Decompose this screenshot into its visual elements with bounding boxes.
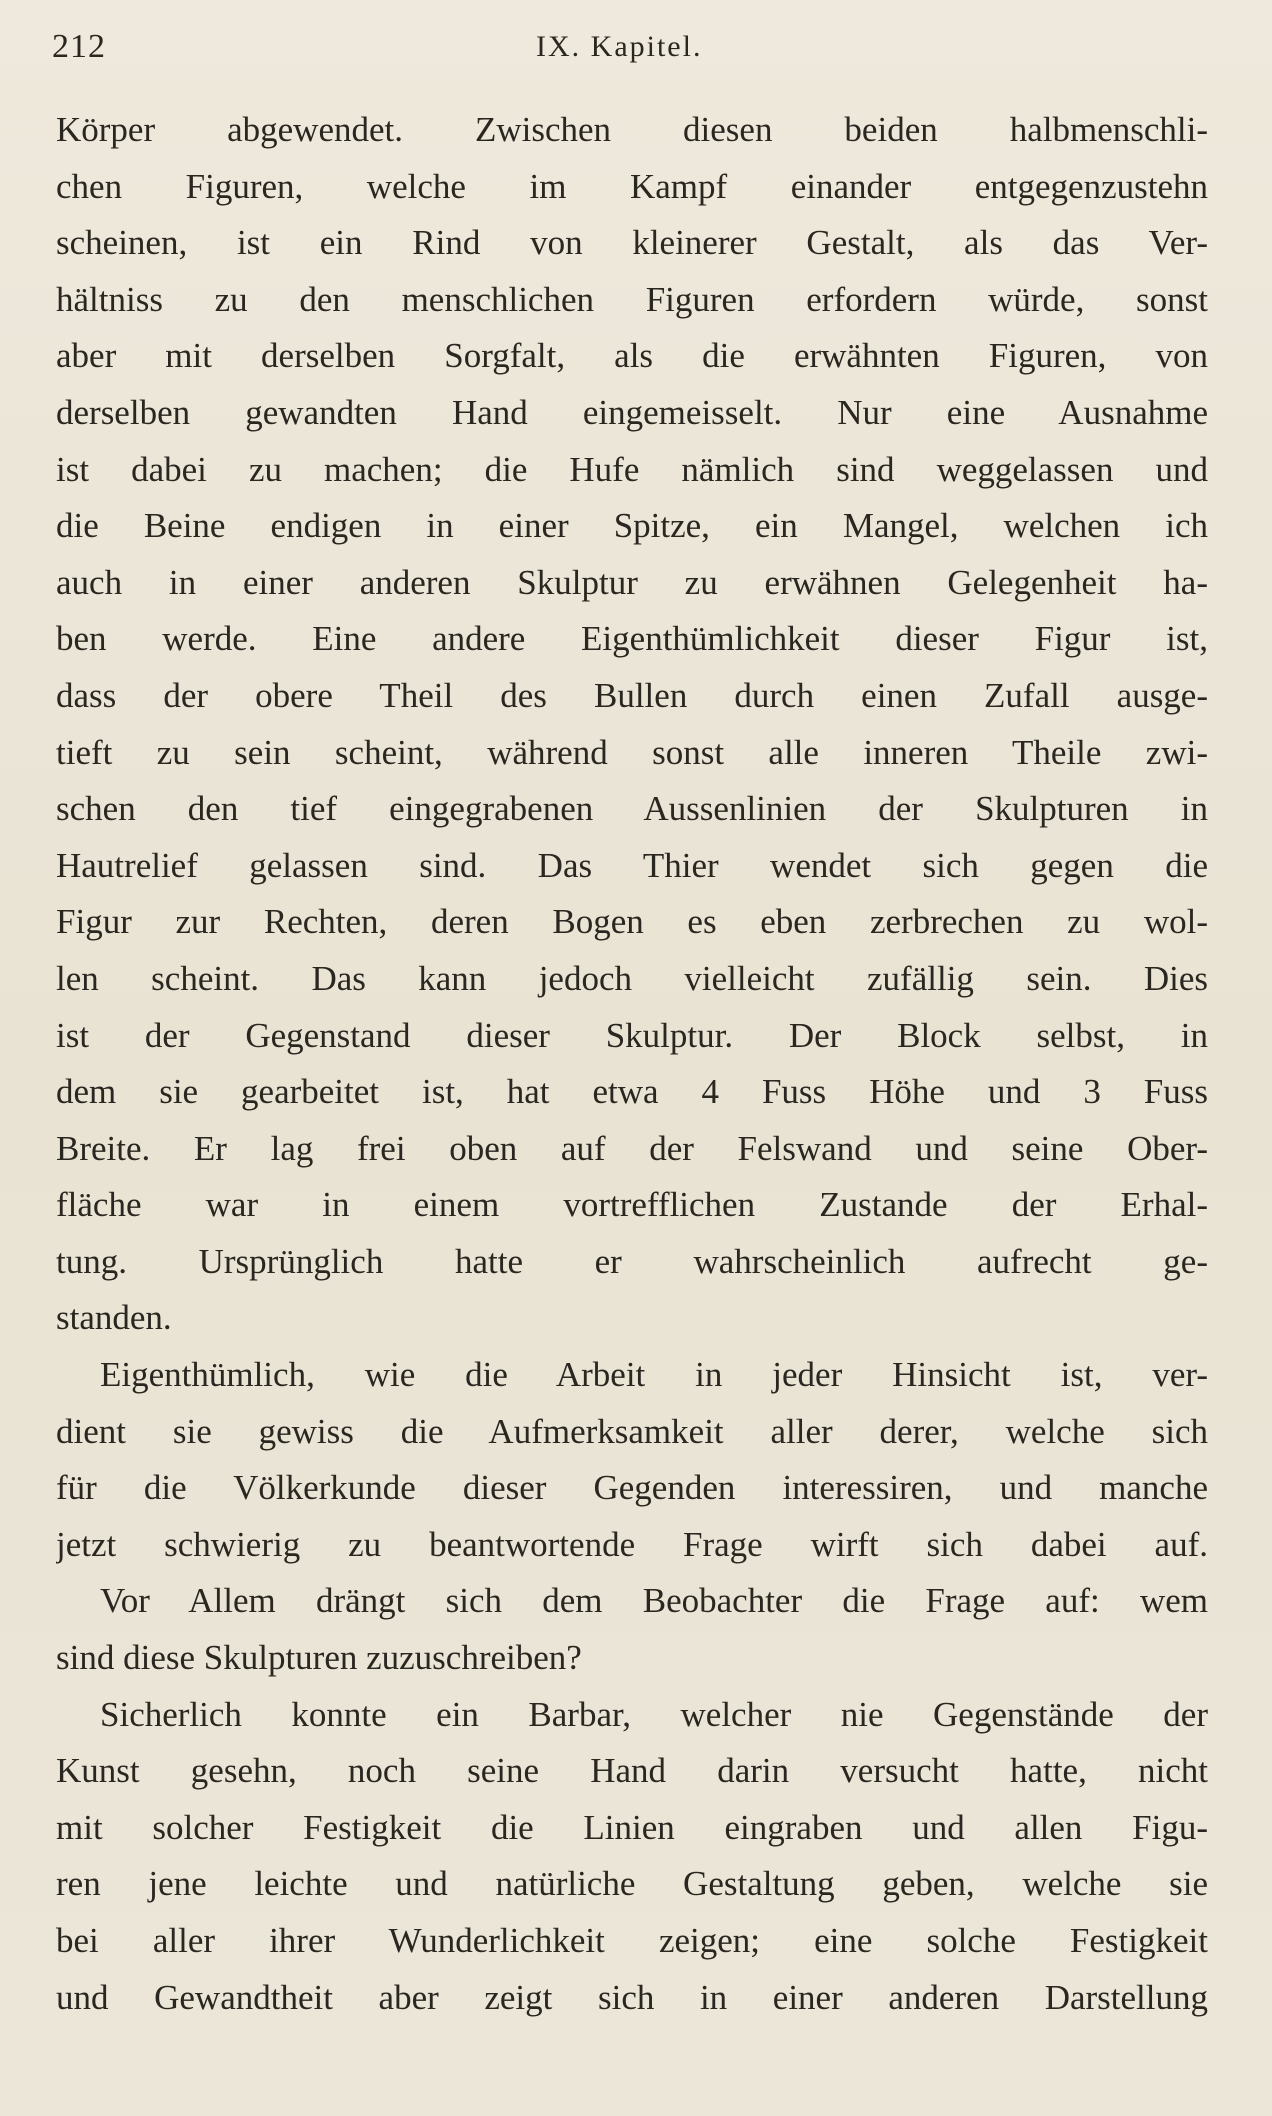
text-line: scheinen, ist ein Rind von kleinerer Gestalt, als das Ver-: [56, 223, 1208, 263]
text-line: bei aller ihrer Wunderlichkeit zeigen; eine solche Festigkeit: [56, 1921, 1208, 1960]
text-line: fläche war in einem vortrefflichen Zustande der Erhal-: [56, 1185, 1208, 1225]
page-header: [52, 28, 1208, 72]
text-line: tung. Ursprünglich hatte er wahrscheinlich aufrecht ge-: [56, 1241, 1208, 1281]
text-line: Vor Allem drängt sich dem Beobachter die Frage auf: wem: [100, 1581, 1208, 1621]
text-line: Kunst gesehn, noch seine Hand darin versucht hatte, nicht: [56, 1751, 1208, 1791]
text-line: chen Figuren, welche im Kampf einander entgegenzustehn: [56, 166, 1208, 206]
text-line: Eigenthümlich, wie die Arbeit in jeder Hinsicht ist, ver-: [100, 1355, 1208, 1395]
text-line: tieft zu sein scheint, während sonst alle inneren Theile zwi-: [56, 732, 1208, 772]
text-line: Sicherlich konnte ein Barbar, welcher nie Gegenstände der: [100, 1694, 1208, 1734]
text-line: dass der obere Theil des Bullen durch einen Zufall ausge-: [56, 675, 1208, 715]
body-text: [56, 102, 1208, 2026]
text-line: ben werde. Eine andere Eigenthümlichkeit dieser Figur ist,: [56, 619, 1208, 659]
running-head: IX. Kapitel.: [536, 30, 703, 63]
text-line: auch in einer anderen Skulptur zu erwähnen Gelegenheit ha-: [56, 562, 1208, 602]
text-line: schen den tief eingegrabenen Aussenlinien der Skulpturen in: [56, 789, 1208, 829]
text-line: len scheint. Das kann jedoch vielleicht zufällig sein. Dies: [56, 958, 1208, 998]
text-line: mit solcher Festigkeit die Linien eingraben und allen Figu-: [56, 1807, 1208, 1847]
text-line: standen.: [56, 1298, 172, 1338]
text-line: ist dabei zu machen; die Hufe nämlich sind weggelassen und: [56, 449, 1208, 489]
text-line: dient sie gewiss die Aufmerksamkeit aller derer, welche sich: [56, 1411, 1208, 1451]
text-line: jetzt schwierig zu beantwortende Frage wirft sich dabei auf.: [56, 1524, 1208, 1564]
text-line: und Gewandtheit aber zeigt sich in einer anderen Darstellung: [56, 1977, 1208, 2017]
text-line: Breite. Er lag frei oben auf der Felswand und seine Ober-: [56, 1128, 1208, 1168]
text-line: aber mit derselben Sorgfalt, als die erwähnten Figuren, von: [56, 336, 1208, 376]
text-line: ist der Gegenstand dieser Skulptur. Der Block selbst, in: [56, 1015, 1208, 1055]
text-line: ren jene leichte und natürliche Gestaltung geben, welche sie: [56, 1864, 1208, 1904]
text-line: hältniss zu den menschlichen Figuren erfordern würde, sonst: [56, 279, 1208, 319]
text-line: dem sie gearbeitet ist, hat etwa 4 Fuss Höhe und 3 Fuss: [56, 1072, 1208, 1112]
text-line: Körper abgewendet. Zwischen diesen beiden halbmenschli-: [56, 110, 1208, 149]
text-line: sind diese Skulpturen zuzuschreiben?: [56, 1638, 582, 1678]
text-line: für die Völkerkunde dieser Gegenden interessiren, und manche: [56, 1468, 1208, 1508]
text-line: Figur zur Rechten, deren Bogen es eben zerbrechen zu wol-: [56, 902, 1208, 942]
text-line: die Beine endigen in einer Spitze, ein Mangel, welchen ich: [56, 506, 1208, 546]
text-line: derselben gewandten Hand eingemeisselt. Nur eine Ausnahme: [56, 392, 1208, 432]
text-line: Hautrelief gelassen sind. Das Thier wendet sich gegen die: [56, 845, 1208, 885]
page-number: 212: [52, 28, 106, 65]
